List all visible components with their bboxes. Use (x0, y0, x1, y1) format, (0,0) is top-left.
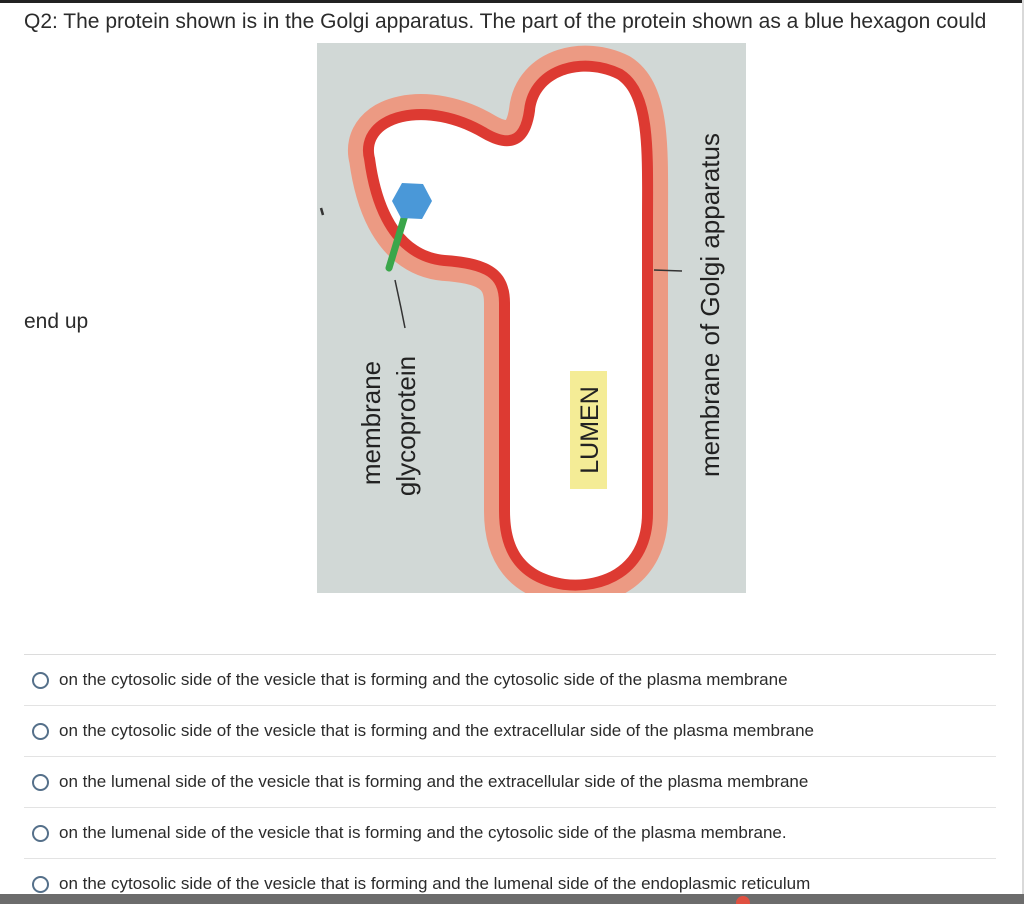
answer-option-label: on the cytosolic side of the vesicle that is forming and the lumenal side of the endoplasmic reticulum (59, 874, 811, 893)
radio-button-2[interactable] (32, 723, 49, 740)
answer-option-label: on the cytosolic side of the vesicle that is forming and the cytosolic side of the plasma membrane (59, 670, 788, 689)
bottom-indicator-icon (736, 896, 750, 904)
answer-option-4[interactable] (24, 807, 996, 858)
radio-button-5[interactable] (32, 876, 49, 893)
golgi-figure (317, 43, 746, 593)
radio-button-4[interactable] (32, 825, 49, 842)
label-glycoprotein-line1: membrane (356, 360, 386, 486)
answer-option-label: on the lumenal side of the vesicle that is forming and the cytosolic side of the plasma membrane. (59, 823, 787, 842)
answer-options (24, 654, 996, 909)
top-divider (0, 0, 1024, 3)
question-text: Q2: The protein shown is in the Golgi apparatus. The part of the protein shown as a blue hexagon could (24, 10, 987, 33)
answer-option-2[interactable] (24, 705, 996, 756)
answer-option-1[interactable] (24, 654, 996, 705)
golgi-diagram (317, 43, 746, 593)
label-golgi-membrane: membrane of Golgi apparatus (695, 133, 725, 477)
question-continuation: end up (24, 310, 89, 333)
radio-button-3[interactable] (32, 774, 49, 791)
membrane-pointer (654, 270, 682, 271)
radio-button-1[interactable] (32, 672, 49, 689)
bottom-scroll-bar (0, 894, 1024, 904)
answer-option-3[interactable] (24, 756, 996, 807)
label-glycoprotein-line2: glycoprotein (391, 355, 421, 497)
answer-option-label: on the cytosolic side of the vesicle that is forming and the extracellular side of the plasma membrane (59, 721, 814, 740)
label-lumen: LUMEN (576, 386, 604, 474)
answer-option-label: on the lumenal side of the vesicle that is forming and the extracellular side of the plasma membrane (59, 772, 809, 791)
